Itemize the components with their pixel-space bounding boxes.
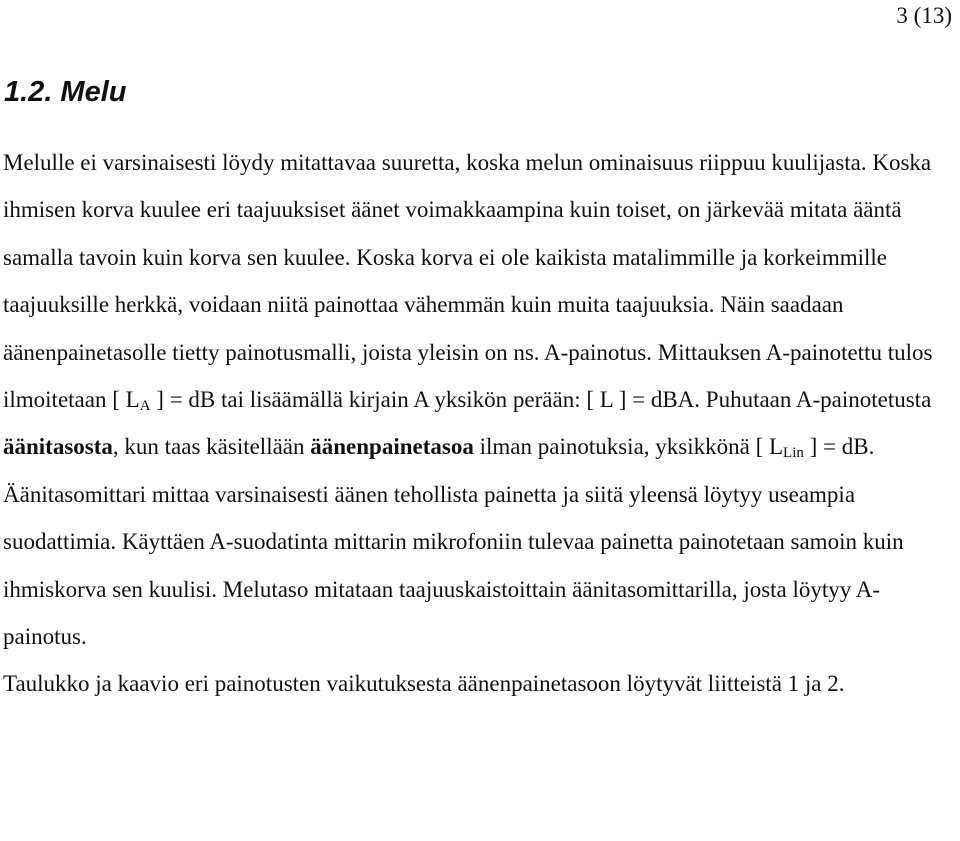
section-heading: 1.2. Melu	[4, 76, 127, 108]
paragraph-text: ] = dB tai lisäämällä kirjain A yksikön perään: [ L ] = dBA. Puhutaan A-painotetusta	[150, 387, 932, 413]
paragraph-sound-level-meter: Äänitasomittari mittaa varsinaisesti äänen tehollista painetta ja siitä yleensä löytyy useampia suodattimia. Käyttäen A-suodatinta mittarin mikrofoniin tulevaa painetta painotetaan samoin kuin ihmiskorva sen kuulisi. Melutaso mitataan taajuuskaistoittain äänitasomittarilla, josta löytyy A-painotus.	[3, 481, 904, 650]
paragraph-text: ilman painotuksia, yksikkönä [ L	[473, 434, 784, 460]
subscript-lin: Lin	[783, 445, 804, 462]
paragraph-appendix-reference: Taulukko ja kaavio eri painotusten vaikutuksesta äänenpainetasoon löytyvät liitteistä 1 ja 2.	[3, 671, 845, 697]
subscript-a: A	[139, 398, 151, 415]
paragraph-text: ] = dB.	[803, 434, 875, 460]
body-text	[3, 139, 957, 708]
paragraph-text: Melulle ei varsinaisesti löydy mitattavaa suuretta, koska melun ominaisuus riippuu kuulijasta. Koska ihmisen korva kuulee eri taajuuksiset äänet voimakkaampina kuin toiset, on järkevää mitata ääntä samalla tavoin kuin korva sen kuulee. Koska korva ei ole kaikista matalimmille ja korkeimmille taajuuksille herkkä, voidaan niitä painottaa vähemmän kuin muita taajuuksia. Näin saadaan äänenpainetasolle tietty painotusmalli, joista yleisin on ns. A-painotus. Mittauksen A-painotettu tulos ilmoitetaan [ L	[3, 150, 933, 413]
paragraph-noise-definition	[3, 139, 957, 471]
paragraph-text: , kun taas käsitellään	[112, 434, 311, 460]
bold-term-aanitaso: äänitasosta	[3, 434, 113, 460]
bold-term-aanenpainetaso: äänenpainetasoa	[310, 434, 474, 460]
page-number: 3 (13)	[896, 3, 952, 28]
